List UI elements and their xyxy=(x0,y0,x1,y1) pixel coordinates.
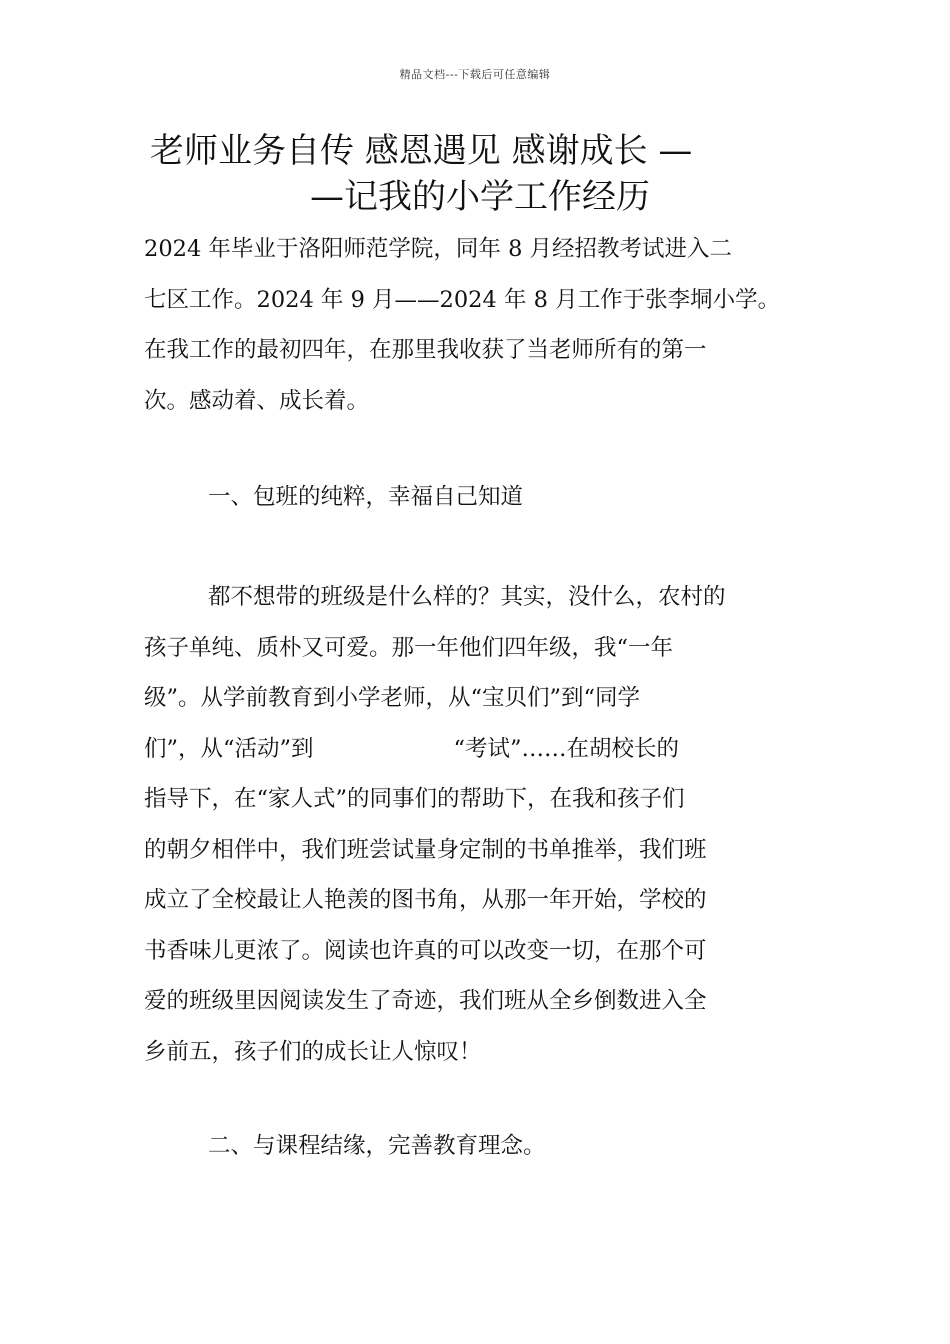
paragraph-line: 七区工作。2024 年 9 月——2024 年 8 月工作于张李垌小学。 xyxy=(144,286,781,313)
paragraph-line: 乡前五，孩子们的成长让人惊叹！ xyxy=(144,1038,482,1065)
paragraph-line xyxy=(144,724,814,775)
paragraph-line: 的朝夕相伴中，我们班尝试量身定制的书单推举，我们班 xyxy=(144,836,707,863)
paragraph-line: 次。感动着、成长着。 xyxy=(144,387,370,414)
paragraph-line: 都不想带的班级是什么样的？其实，没什么，农村的 xyxy=(208,584,726,610)
title-line-2: —记我的小学工作经历 xyxy=(310,177,650,217)
line-segment: 们”，从“活动”到 xyxy=(144,735,314,762)
paragraph-line: 在我工作的最初四年，在那里我收获了当老师所有的第一 xyxy=(144,337,707,363)
paragraph-line: 孩子单纯、质朴又可爱。那一年他们四年级，我“一年 xyxy=(144,634,674,661)
document-title xyxy=(140,128,820,220)
paragraph-line: 成立了全校最让人艳羡的图书角，从那一年开始，学校的 xyxy=(144,887,707,913)
section-heading-2: 二、与课程结缘，完善教育理念。 xyxy=(208,1133,546,1159)
page-header: 精品文档---下载后可任意编辑 xyxy=(399,68,551,81)
paragraph-line: 级”。从学前教育到小学老师，从“宝贝们”到“同学 xyxy=(144,685,641,711)
line-segment: “考试”……在胡校长的 xyxy=(453,735,680,762)
paragraph-line: 书香味儿更浓了。阅读也许真的可以改变一切，在那个可 xyxy=(144,937,707,964)
section-heading-1: 一、包班的纯粹，幸福自己知道 xyxy=(208,484,524,510)
paragraph-line: 指导下，在“家人式”的同事们的帮助下，在我和孩子们 xyxy=(144,786,685,812)
title-line-1: 老师业务自传 感恩遇见 感谢成长 — xyxy=(150,131,693,171)
section-1-paragraph xyxy=(144,572,814,1077)
paragraph-line: 2024 年毕业于洛阳师范学院，同年 8 月经招教考试进入二 xyxy=(144,236,733,262)
intro-paragraph xyxy=(144,224,814,426)
paragraph-line: 爱的班级里因阅读发生了奇迹，我们班从全乡倒数进入全 xyxy=(144,988,707,1014)
